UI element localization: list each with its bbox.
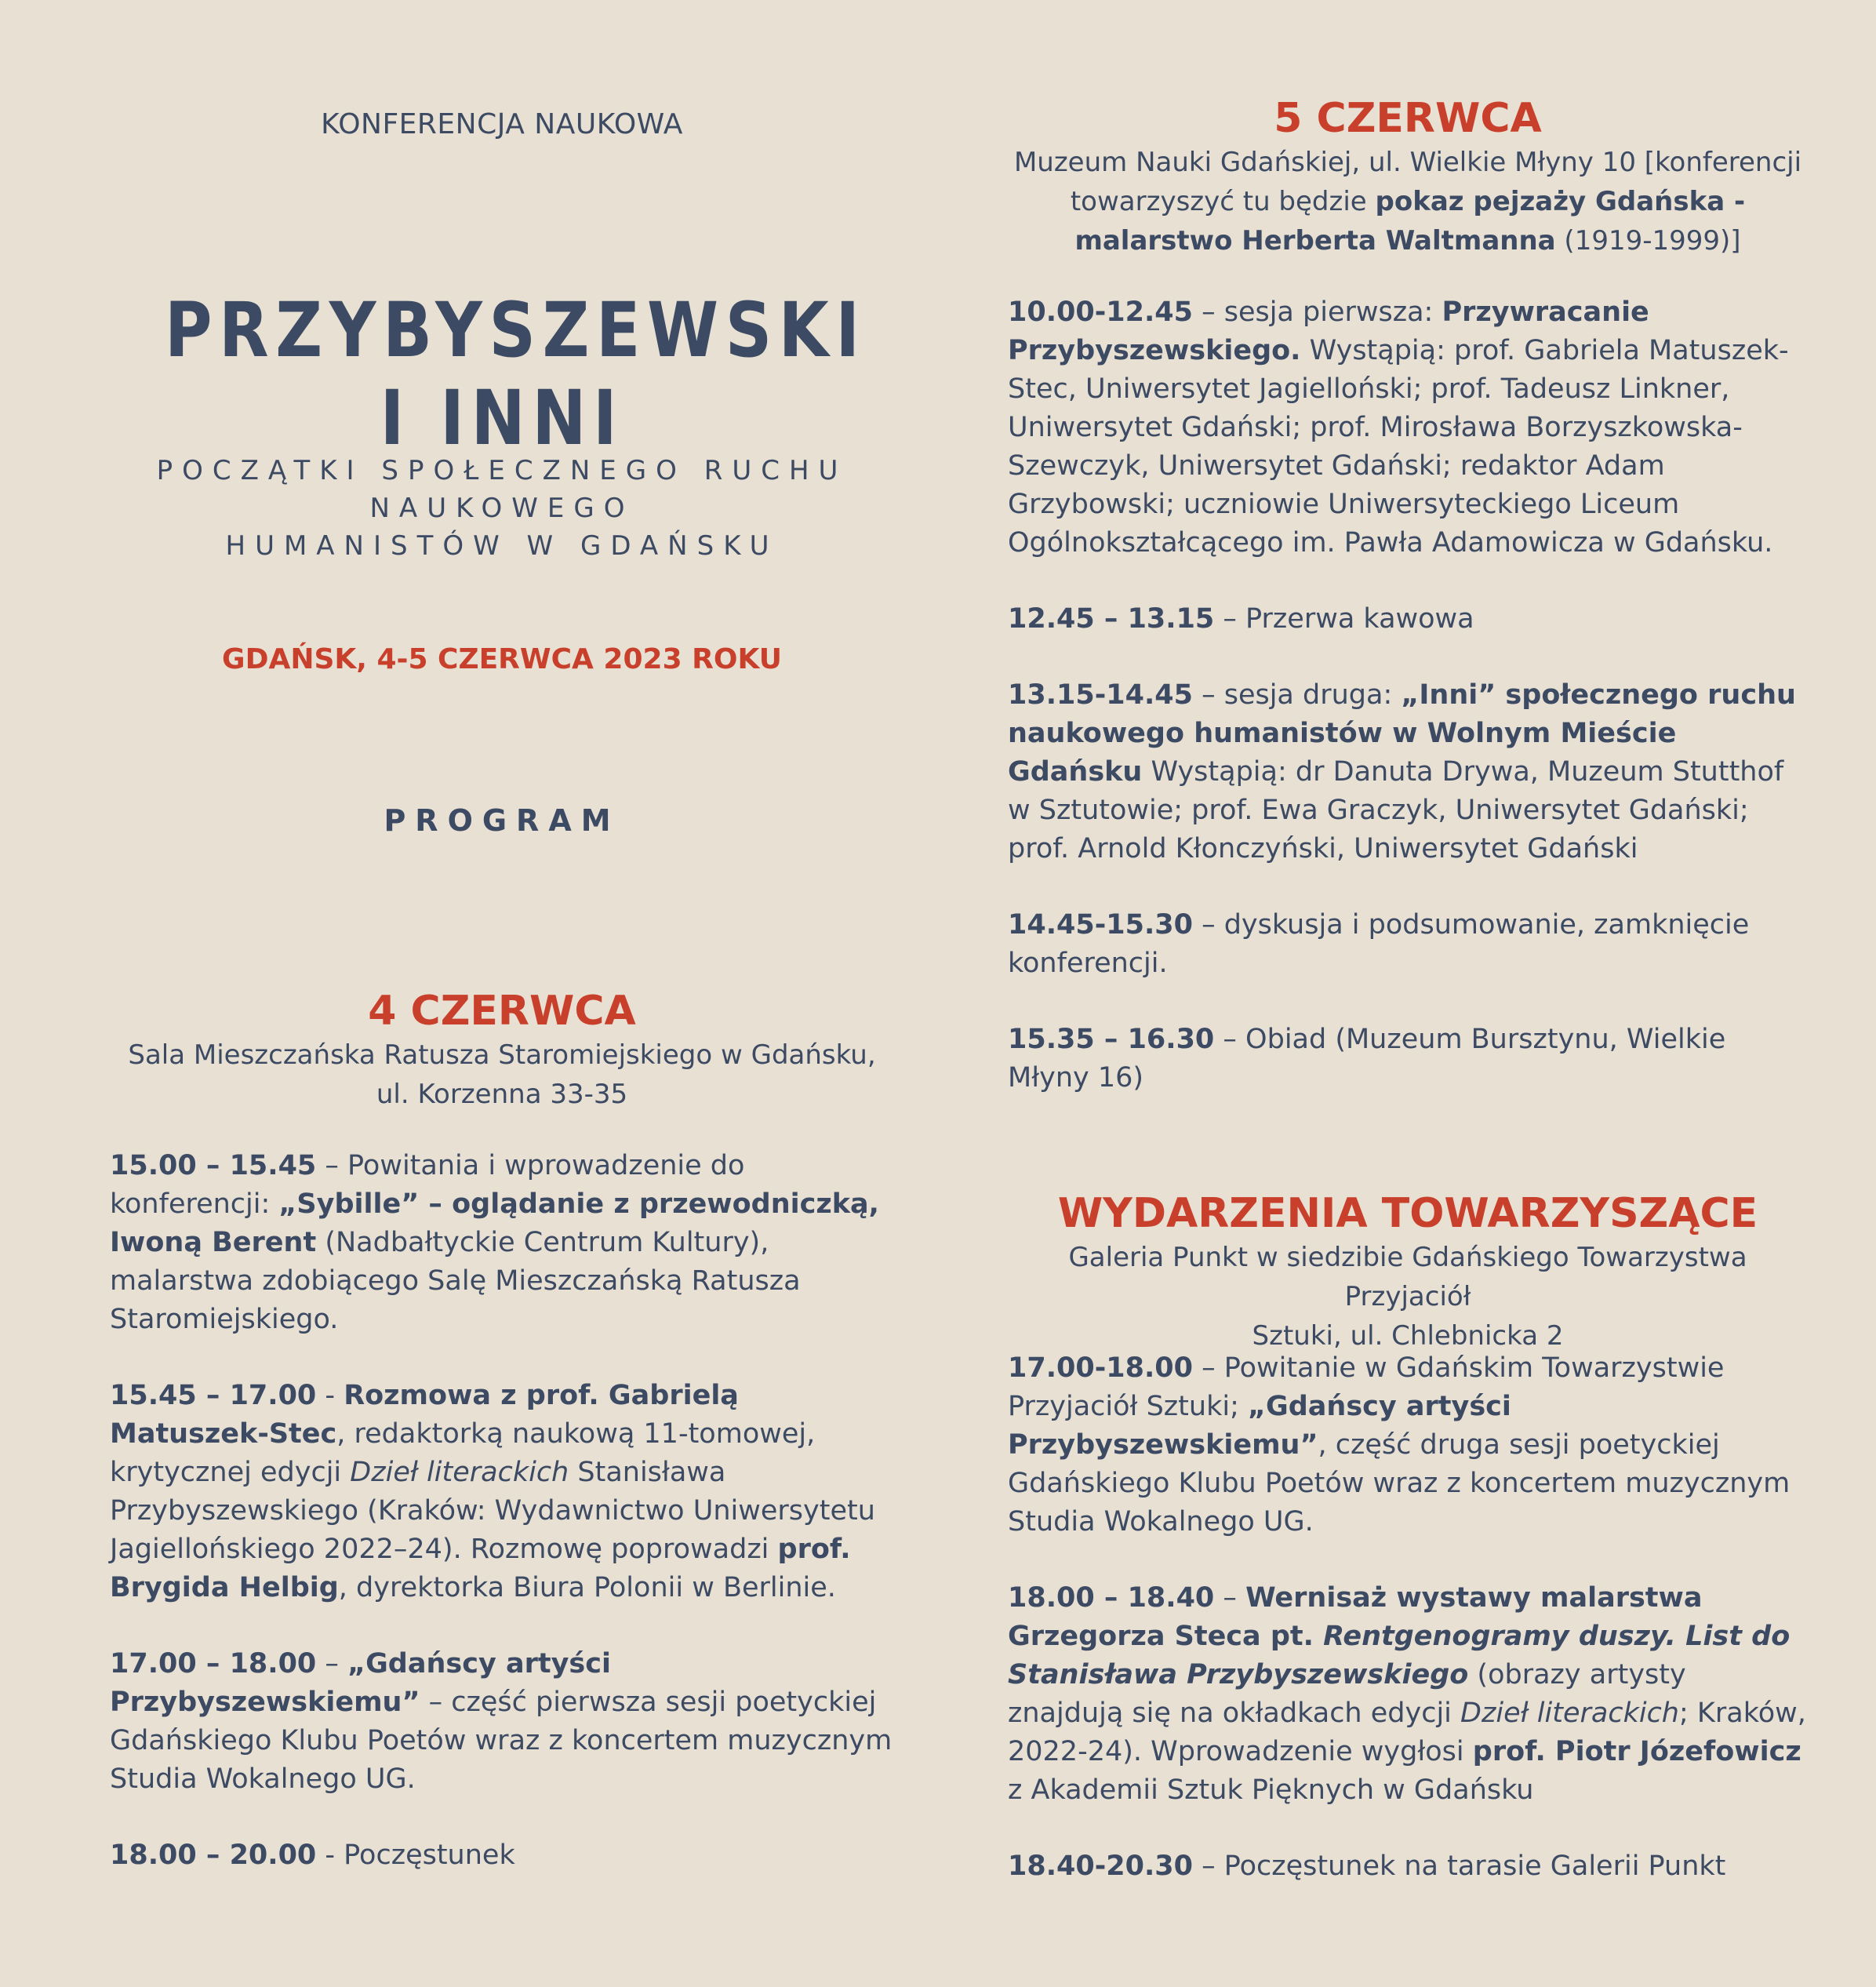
item-time: 18.00 – 18.40 [1008,1582,1215,1614]
item-bold: „Gdańscy artyści Przybyszewskiemu” [110,1648,611,1718]
item-bold: Rozmowa z prof. Gabrielą Matuszek-Stec [110,1380,739,1450]
events-header [1008,1189,1808,1356]
schedule-item [110,1377,894,1607]
day1-venue-line-2: ul. Korzenna 33-35 [376,1079,628,1110]
program-heading: PROGRAM [384,803,620,838]
day2-heading: 5 CZERWCA [1274,95,1542,142]
item-text: Wystąpią: dr Danuta Drywa, Muzeum Stutthof w Sztutowie; prof. Ewa Graczyk, Uniwersytet Gdański; prof. Arnold Kłonczyński, Uniwersytet Gdański [1008,756,1784,864]
subtitle-line-2: HUMANISTÓW W GDAŃSKU [225,530,779,562]
item-text: , dyrektorka Biura Polonii w Berlinie. [338,1572,836,1603]
item-bold: „Sybille” – oglądanie z przewodniczką, Iwoną Berent [110,1188,879,1258]
events-venue [1008,1238,1808,1356]
item-time: 10.00-12.45 [1008,297,1193,328]
day2-venue-bold: pokaz pejzaży Gdańska - malarstwo Herberta Waltmanna [1074,186,1746,257]
item-text: – sesja druga: [1192,679,1402,711]
item-bold: „Inni” społecznego ruchu naukowego humanistów w Wolnym Mieście Gdańsku [1008,679,1796,788]
item-text: – Poczęstunek na tarasie Galerii Punkt [1192,1851,1726,1882]
day2-venue [1008,143,1808,260]
item-time: 13.15-14.45 [1008,679,1193,711]
conference-kicker: KONFERENCJA NAUKOWA [321,108,683,140]
schedule-item [1008,600,1808,639]
schedule-item [1008,1349,1808,1541]
schedule-item [110,1645,894,1799]
conference-title: PRZYBYSZEWSKI I INNI [165,286,867,462]
item-text: – część pierwsza sesji poetyckiej Gdańskiego Klubu Poetów wraz z koncertem muzycznym Studia Wokalnego UG. [110,1687,893,1795]
schedule-item [1008,906,1808,983]
item-bold-italic: Rentgenogramy duszy. List do Stanisława Przybyszewskiego [1008,1621,1791,1690]
item-text: – Powitanie w Gdańskim Towarzystwie Przyjaciół Sztuki; [1008,1352,1725,1422]
day2-venue-text: (1919-1999)] [1555,225,1741,257]
item-time: 14.45-15.30 [1008,909,1193,941]
item-time: 15.45 – 17.00 [110,1380,317,1411]
item-text: – [316,1648,348,1679]
item-text: – sesja pierwsza: [1192,297,1442,328]
events-venue-line-2: Sztuki, ul. Chlebnicka 2 [1252,1320,1564,1352]
item-time: 18.40-20.30 [1008,1851,1193,1882]
events-heading: WYDARZENIA TOWARZYSZĄCE [1057,1190,1758,1237]
item-time: 12.45 – 13.15 [1008,603,1215,635]
day1-schedule [110,1147,894,1912]
item-text: (Nadbałtyckie Centrum Kultury), malarstwa zdobiącego Salę Mieszczańską Ratusza Staromiejskiego. [110,1227,801,1335]
item-bold: Przywracanie Przybyszewskiego. [1008,297,1649,366]
item-bold: prof. Brygida Helbig [110,1534,851,1603]
item-bold: prof. Piotr Józefowicz [1472,1736,1801,1767]
item-text: , redaktorką naukową 11-tomowej, krytycznej edycji [110,1418,816,1488]
item-text: , część druga sesji poetyckiej Gdańskiego Klubu Poetów wraz z koncertem muzycznym Studia Wokalnego UG. [1008,1429,1791,1538]
item-time: 15.00 – 15.45 [110,1150,317,1181]
day1-heading: 4 CZERWCA [368,988,636,1035]
item-italic: Dzieł literackich [1460,1698,1679,1729]
day1-venue [110,1035,894,1114]
item-text: - Poczęstunek [316,1840,515,1871]
item-time: 18.00 – 20.00 [110,1840,317,1871]
day2-schedule [1008,293,1808,1135]
item-bold: Wernisaż wystawy malarstwa Grzegorza Steca pt. [1008,1582,1703,1652]
schedule-item [1008,1579,1808,1810]
item-italic: Dzieł literackich [350,1457,569,1488]
day1-header [110,987,894,1114]
item-text: (obrazy artysty znajdują się na okładkach edycji [1008,1659,1686,1729]
events-venue-line-1: Galeria Punkt w siedzibie Gdańskiego Towarzystwa Przyjaciół [1068,1242,1747,1312]
schedule-item [110,1147,894,1339]
item-text: Stanisława Przybyszewskiego (Kraków: Wydawnictwo Uniwersytetu Jagiellońskiego 2022–24). Rozmowę poprowadzi [110,1457,875,1565]
schedule-item [1008,1021,1808,1097]
schedule-item [110,1836,894,1875]
day2-venue-text: Muzeum Nauki Gdańskiej, ul. Wielkie Młyny 10 [konferencji towarzyszyć tu będzie [1013,147,1802,217]
place-date: GDAŃSK, 4-5 CZERWCA 2023 ROKU [222,643,782,675]
day2-header [1008,94,1808,260]
item-time: 17.00-18.00 [1008,1352,1193,1384]
conference-subtitle [110,452,894,565]
item-bold: „Gdańscy artyści Przybyszewskiemu” [1008,1391,1511,1461]
item-text: – Powitania i wprowadzenie do konferencji: [110,1150,745,1220]
schedule-item [1008,1847,1808,1886]
subtitle-line-1: POCZĄTKI SPOŁECZNEGO RUCHU NAUKOWEGO [156,455,848,524]
item-text: – dyskusja i podsumowanie, zamknięcie konferencji. [1008,909,1750,979]
item-text: z Akademii Sztuk Pięknych w Gdańsku [1008,1774,1534,1806]
item-text: ; Kraków, 2022-24). Wprowadzenie wygłosi [1008,1698,1806,1767]
item-text: - [316,1380,344,1411]
item-time: 15.35 – 16.30 [1008,1024,1215,1055]
item-text: – Przerwa kawowa [1214,603,1474,635]
item-text: – [1214,1582,1246,1614]
schedule-item [1008,676,1808,868]
item-text: Wystąpią: prof. Gabriela Matuszek-Stec, Uniwersytet Jagielloński; prof. Tadeusz Linkner, Uniwersytet Gdański; prof. Mirosława Borzyszkowska-Szewczyk, Uniwersytet Gdański; redaktor Adam Grzybowski; uczniowie Uniwersyteckiego Liceum Ogólnokształcącego im. Pawła Adamowicza w Gdańsku. [1008,335,1789,559]
events-schedule [1008,1349,1808,1923]
item-time: 17.00 – 18.00 [110,1648,317,1679]
day1-venue-line-1: Sala Mieszczańska Ratusza Staromiejskiego w Gdańsku, [128,1039,876,1071]
item-text: – Obiad (Muzeum Bursztynu, Wielkie Młyny 16) [1008,1024,1726,1094]
schedule-item [1008,293,1808,562]
